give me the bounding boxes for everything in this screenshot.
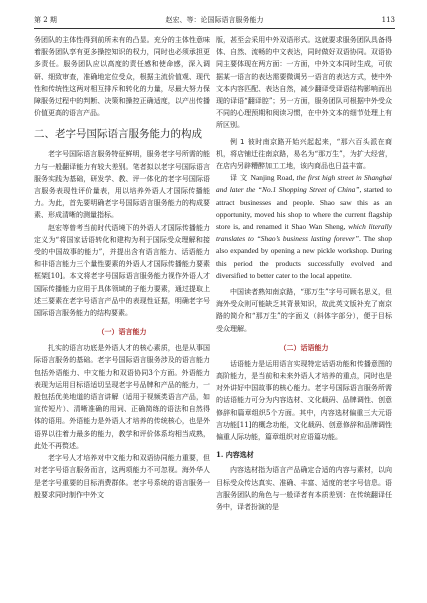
page-number: 113 [381, 16, 395, 24]
right-column [216, 34, 392, 513]
subsection-heading-language-ability: （一）语言能力 [97, 327, 147, 337]
paragraph: 内容选材指为语言产品确定合适的内容与素材，以向目标受众传达真实、准确、丰富、适度的老字号信息。语言服务团队的角色与一般译者有本质差别：在传统翻译任务中，译者扮演的是 [216, 466, 392, 511]
left-column [34, 34, 210, 501]
section-heading: 二、老字号国际语言服务能力的构成 [34, 128, 202, 141]
subsection-heading-content-selection: 1. 内容选材 [216, 450, 254, 460]
example-chinese-text: 彼时南京路开始兴起起来，“那六百头派在商机，将店铺迁往南京路，易名为“那万生”，为扩大经营，在店内另辟糟醉加工工地，该内商品也日益丰富。 [216, 137, 393, 171]
paragraph: 老字号国际语言服务特征鲜明，服务老字号所需的能力与一般翻译能力有较大差别。笔者拟以老字号国际语言服务实践为基础，研发学、教、评一体化的老字号国际语言服务表现性评价量表，用以培养外语人才国际传播能力。为此，首先要明确老字号国际语言服务能力的构成要素、形成清晰的测量指标。 [34, 150, 210, 220]
issue-number: 第 2 期 [34, 16, 57, 24]
paragraph: 话语能力是运用语言实现特定话语功能和传播意图的高阶能力，是当前和未来外语人才培养的重点，同时也是对外讲好中国故事的核心能力。老字号国际语言服务所需的话语能力可分为内容选材、文化载码、品牌调性、创意修辞和篇章组织5个方面。其中，内容选材偏重三大元语言功能[11]的概念功能，文化载码、创意修辞和品牌调性偏重人际功能，篇章组织对应语篇功能。 [216, 359, 392, 442]
subsection-heading-discourse-ability: （二）话语能力 [279, 342, 329, 352]
paragraph: 版，甚至会采用中外双语形式。这就要求服务团队具备得体、自然、流畅的中文表达，同时做好双语协同。双语协同主要体现在两方面：一方面，中外文本同时生成，可依据某一语言的表达需要微调另一语言的表达方式，使中外文本内容匹配、表达自然，减少翻译受译语结构影响而出现的译语“翻译腔”；另一方面，服务团队可根据中外受众不同的心理预期和阅读习惯，在中外文本的细节处理上有所区别。 [216, 36, 392, 130]
example-label: 例 1 [230, 137, 245, 146]
paragraph: 务团队的主体性得到前所未有的凸显。充分的主体性意味着服务团队享有更多操控知识的权力，同时也必须承担更多责任。服务团队应以高度的责任感和使命感，深入调研、细致审查，准确地定位受众，根据主流价值观、现代性和传统性这两对相互排斥和转化的力量，尽最大努力保障服务过程中的判断、决策和操控正确适度，以产出传播价值更高的语言产品。 [34, 36, 210, 118]
translation-label: 译 文 [230, 174, 248, 183]
page-header [34, 12, 395, 29]
paragraph: 扎实的语言功底是外语人才的核心素质，也是从事国际语言服务的基础。老字号国际语言服务涉及的语言能力包括外语能力、中文能力和双语协同3个方面。外语能力表现为运用目标语适切呈现老字号品牌和产品的能力，一般包括优美地道的语言讲解（适用于视频类语言产品，如宣传短片）、清晰准确的用词、正确简练的语法和自然得体的语用。外语能力是外语人才培养的传统核心，也是外语界以往着力最多的能力，教学和评价体系均相当成熟，此处不再赘述。 [34, 344, 210, 450]
paragraph: 赵宏等曾考当前时代语境下的外语人才国际传播能力定义为“将国家话语转化和建构为利于国际受众理解和接受的中国故事的能力”，并提出含有语言能力、话语能力和非语言能力三个量性要素的外语人才国际传播能力要素框架[10]。本文将老字号国际语言服务能力视作外语人才国际传播能力应用于具体领域的子能力要素，通过提取上述三要素在老字号语言产品中的表现性证据，明确老字号国际语言服务能力的结构要素。 [34, 223, 210, 318]
paragraph: 老字号人才培养对中文能力和双语协同能力重要，但对老字号语言服务而言，这两项能力不可忽视。海外华人是老字号重要的目标消费群体。老字号系统的语言服务一般要求同时制作中外文 [34, 454, 210, 499]
running-title: 赵宏、等：论国际语言服务能力 [165, 16, 264, 24]
paragraph: 中国读者熟知南京路，“那万生”字号可顾名思义，但海外受众则可能缺乏其背景知识，故此英文版补充了南京路的简介和“那万生”的字面义（斜体字部分），便于目标受众理解。 [216, 288, 392, 333]
example-1 [216, 136, 392, 282]
translation-text: Nanjing Road, the first high street in Shanghai and later the “No.1 Shopping Street of China”, started to attract businesses and people. Shao saw this as an opportunity, moved his shop to where the current flagship store is, and renamed it Shao Wan Sheng, which literally translates to “Shao’s business lasting forever”. The shop also expanded by opening a new pickle workshop. During this period the products successfully evolved and diversified to better cater to the local appetite. [216, 173, 392, 280]
